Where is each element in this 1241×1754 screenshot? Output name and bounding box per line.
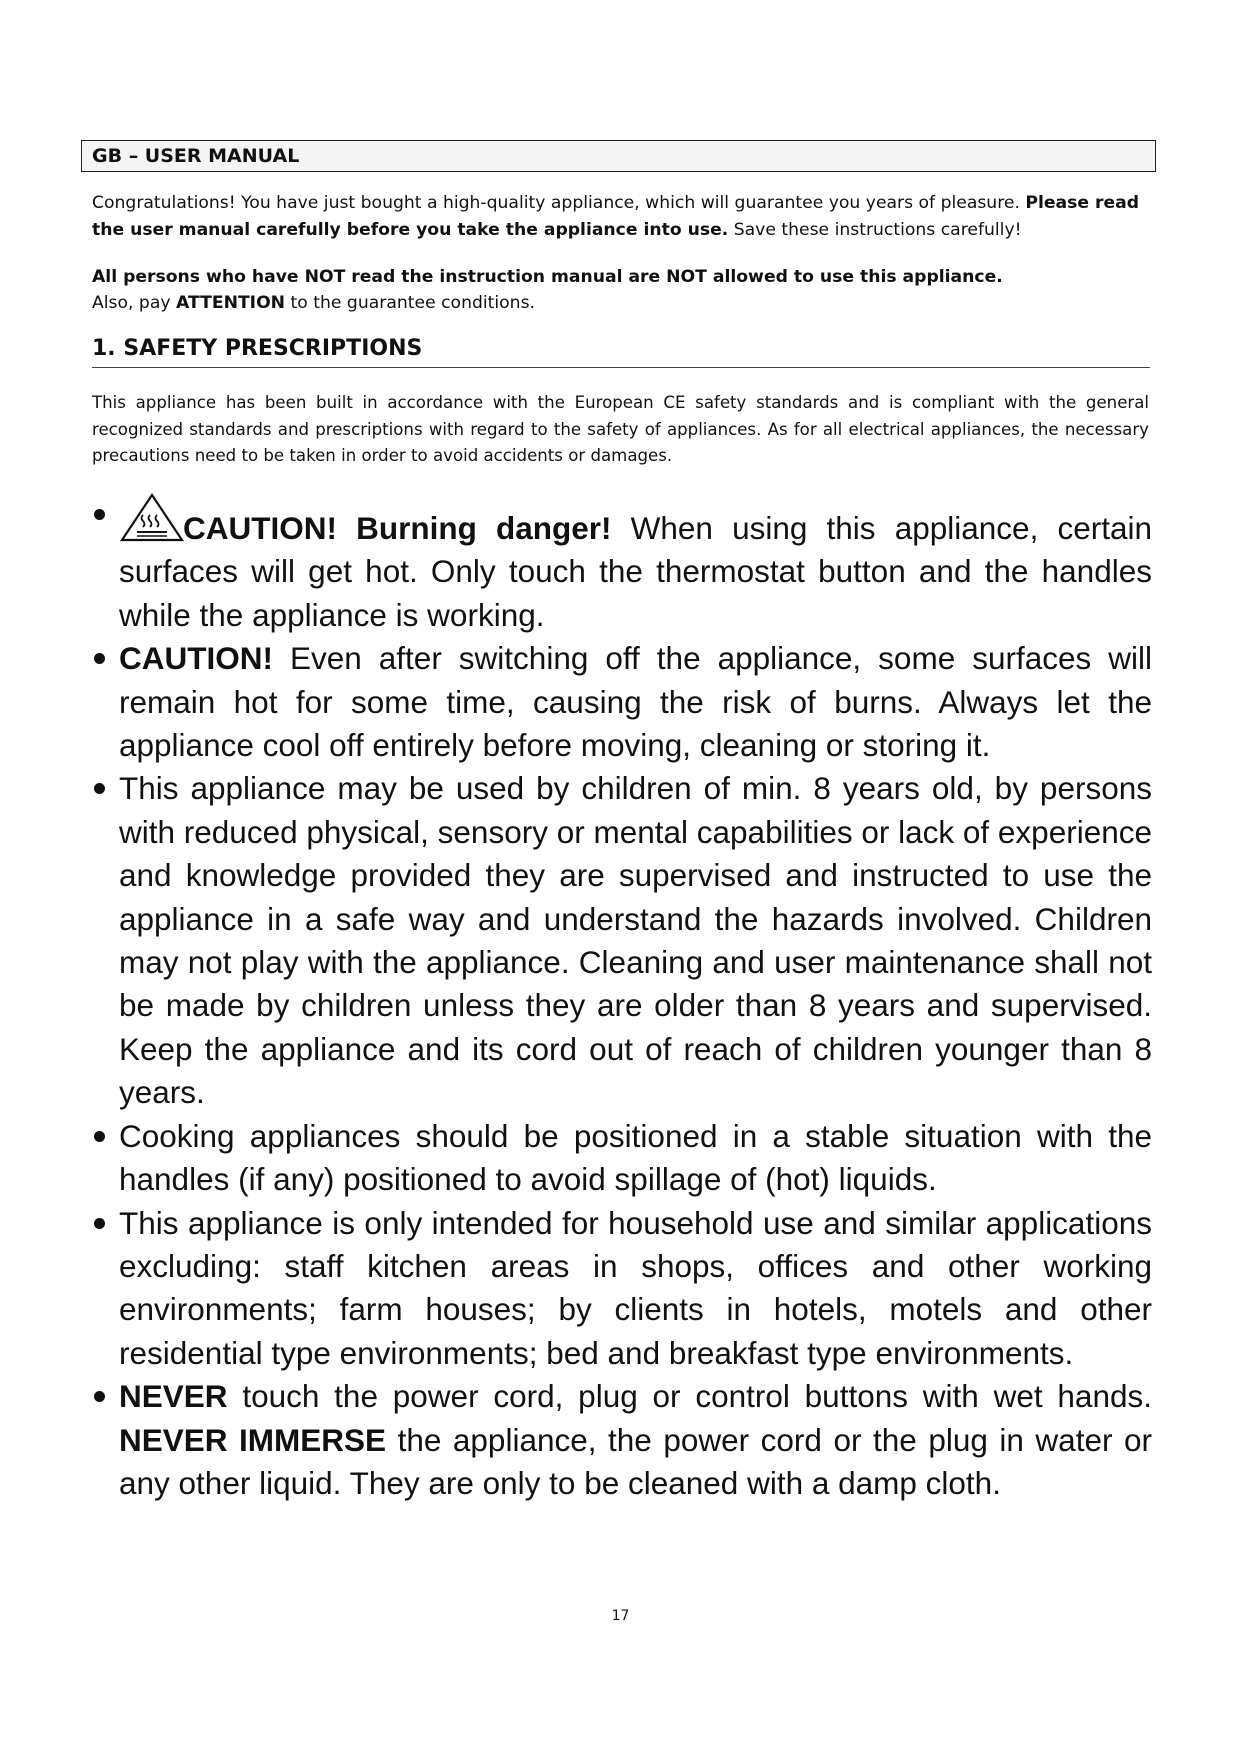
bullet-6-text-2: the appliance, the power cord or the plug in water or any other liquid. They are only to be cleaned with a damp cloth. [119,1421,1152,1501]
attention-text-bold: ATTENTION [176,293,286,313]
hot-surface-warning-icon [119,493,185,543]
intro-text-end: Save these instructions carefully! [728,220,1022,240]
safety-bullet-list [92,493,1152,1505]
never-immerse-label: NEVER IMMERSE [119,1421,387,1458]
list-item [92,1375,1152,1505]
list-item [92,493,1152,637]
never-label: NEVER [119,1378,228,1415]
intro-paragraph [92,190,1156,244]
section-intro: This appliance has been built in accordance with the European CE safety standards and is compliant with the general recognized standards and prescriptions with regard to the safety of appliances. As for all electrical appliances, the necessary precautions need to be taken in order to avoid accidents or damages. [92,393,1149,465]
caution-label: CAUTION! [119,640,273,677]
manual-header [81,140,1156,172]
bullet-6-text-1: touch the power cord, plug or control buttons with wet hands. [227,1378,1152,1415]
section-title: 1. SAFETY PRESCRIPTIONS [92,336,1150,368]
bullet-2-text: Even after switching off the appliance, some surfaces will remain hot for some time, causing the risk of burns. Always let the appliance cool off entirely before moving, cleaning or storing it. [119,640,1152,764]
bullet-3-text: This appliance may be used by children of min. 8 years old, by persons with reduced physical, sensory or mental capabilities or lack of experience and knowledge provided they are supervised and instructed to use the appliance in a safe way and understand the hazards involved. Children may not play with the appliance. Cleaning and user maintenance shall not be made by children unless they are older than 8 years and supervised. Keep the appliance and its cord out of reach of children younger than 8 years. [119,770,1153,1111]
list-item [92,1115,1152,1202]
bullet-5-text: This appliance is only intended for household use and similar applications excluding: staff kitchen areas in shops, offices and other working environments; farm houses; by clients in hotels, motels and other residential type environments; bed and breakfast type environments. [119,1204,1152,1371]
list-item [92,637,1152,767]
list-item [92,767,1152,1114]
manual-header-title: GB – USER MANUAL [92,145,300,167]
intro-text-start: Congratulations! You have just bought a high-quality appliance, which will guarantee you years of pleasure. [92,193,1026,213]
bullet-4-text: Cooking appliances should be positioned in a stable situation with the handles (if any) positioned to avoid spillage of (hot) liquids. [119,1117,1152,1198]
bullet-1-text: When using this appliance, certain surfaces will get hot. Only touch the thermostat button and the handles while the appliance is working. [119,510,1153,633]
warning-paragraph [92,264,1156,316]
intro-text-bold: Please read the user manual carefully before you take the appliance into use. [92,193,1140,240]
caution-burning-label: CAUTION! Burning danger! [183,510,612,546]
warning-text-bold: All persons who have NOT read the instruction manual are NOT allowed to use this appliance. [92,267,1003,287]
page-number: 17 [611,1608,630,1624]
attention-text-end: to the guarantee conditions. [285,293,535,313]
attention-text-start: Also, pay [92,293,177,313]
list-item [92,1202,1152,1376]
